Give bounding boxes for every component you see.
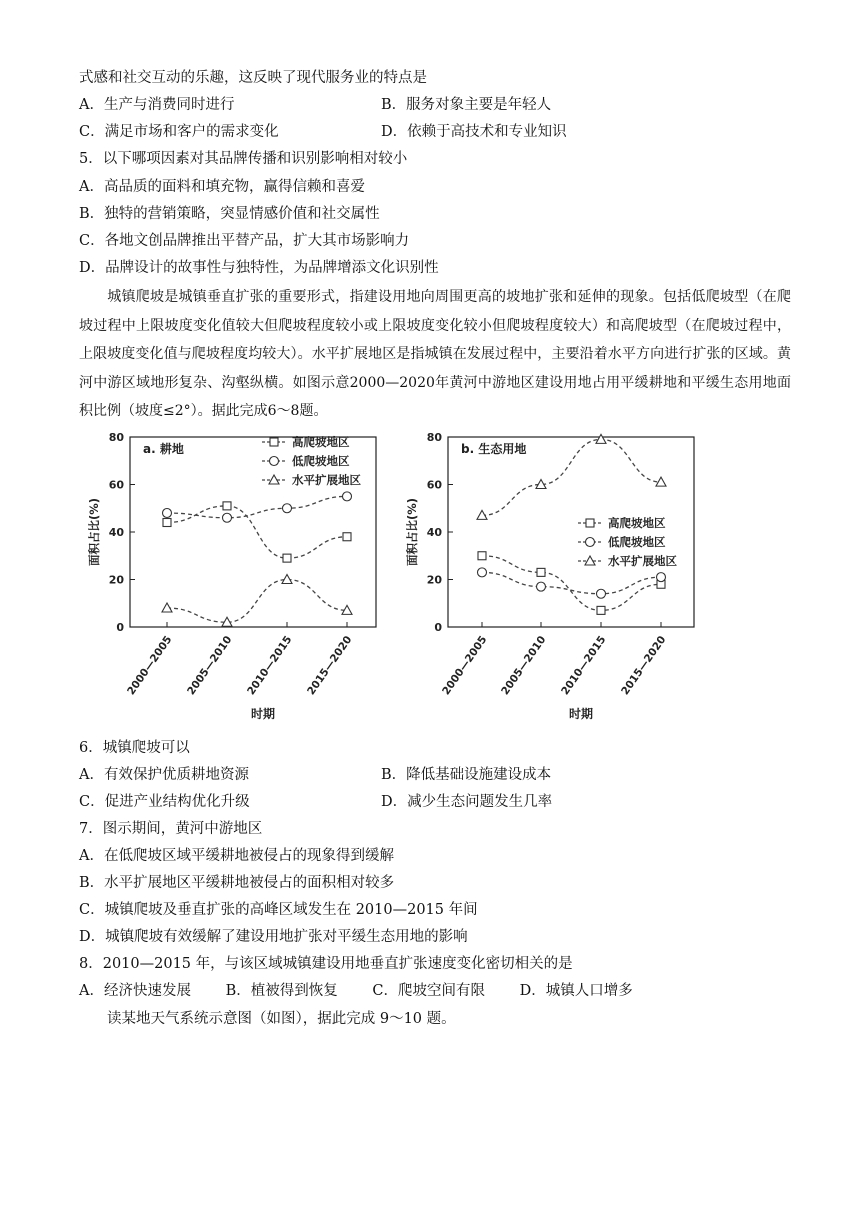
- y-tick-label: 60: [426, 478, 442, 492]
- legend-label: 水平扩展地区: [292, 473, 361, 487]
- q8-stem: 8．2010—2015 年，与该区域城镇建设用地垂直扩张速度变化密切相关的是: [79, 956, 573, 972]
- y-tick-label: 20: [108, 573, 124, 587]
- y-tick-label: 0: [434, 621, 442, 634]
- x-tick-label: 2000—2005: [440, 633, 490, 698]
- q4-option-a: A．生产与消费同时进行: [79, 97, 235, 113]
- legend-label: 低爬坡地区: [608, 535, 666, 549]
- passage: [79, 283, 791, 426]
- series-line-circle: [167, 496, 347, 517]
- legend-marker-circle: [586, 538, 595, 547]
- legend-label: 水平扩展地区: [608, 554, 677, 568]
- legend-label: 高爬坡地区: [608, 516, 666, 530]
- q7-option-d: D．城镇爬坡有效缓解了建设用地扩张对平缓生态用地的影响: [79, 929, 468, 945]
- chart-panel-1: [87, 431, 376, 721]
- q5-option-b: B．独特的营销策略，突显情感价值和社交属性: [79, 206, 380, 222]
- q4-option-b: B．服务对象主要是年轻人: [381, 97, 552, 113]
- intro-line: 式感和社交互动的乐趣，这反映了现代服务业的特点是: [79, 70, 427, 86]
- data-point-circle: [597, 589, 606, 598]
- q7-option-b: B．水平扩展地区平缓耕地被侵占的面积相对较多: [79, 875, 395, 891]
- passage-text: 城镇爬坡是城镇垂直扩张的重要形式，指建设用地向周围更高的坡地扩张和延伸的现象。包括低爬坡型（在爬坡过程中上限坡度变化值较大但爬坡程度较小或上限坡度变化较小但爬坡程度较大）和高爬坡型（在爬坡过程中，上限坡度变化值与爬坡程度均较大）。水平扩展地区是指城镇在发展过程中，主要沿着水平方向进行扩张的区域。黄河中游区域地形复杂、沟壑纵横。如图示意2000—2020年黄河中游地区建设用地占用平缓耕地和平缓生态用地面积比例（坡度≤2°）。据此完成6～8题。: [79, 289, 791, 419]
- x-tick-label: 2010—2015: [245, 633, 295, 698]
- q7-option-c: C．城镇爬坡及垂直扩张的高峰区域发生在 2010—2015 年间: [79, 902, 478, 918]
- x-tick-label: 2010—2015: [559, 633, 609, 698]
- q6-option-b: B．降低基础设施建设成本: [381, 767, 552, 783]
- q8-option-a: A．经济快速发展: [79, 983, 191, 999]
- data-point-circle: [657, 573, 666, 582]
- figure-charts: [0, 425, 860, 730]
- q5-stem: 5．以下哪项因素对其品牌传播和识别影响相对较小: [79, 151, 408, 167]
- y-axis-title: 面积占比(%): [405, 497, 419, 567]
- q6-option-c: C．促进产业结构优化升级: [79, 794, 250, 810]
- q8-option-b: B．植被得到恢复: [225, 983, 338, 999]
- x-tick-label: 2015—2020: [305, 633, 355, 698]
- q5-option-c: C．各地文创品牌推出平替产品，扩大其市场影响力: [79, 233, 410, 249]
- closing-line: 读某地天气系统示意图（如图），据此完成 9～10 题。: [107, 1011, 456, 1027]
- data-point-square: [163, 519, 171, 527]
- chart-panel-2: [405, 431, 694, 721]
- data-point-circle: [283, 504, 292, 513]
- chart-title: b. 生态用地: [461, 442, 527, 456]
- data-point-square: [343, 533, 351, 541]
- q5-option-d: D．品牌设计的故事性与独特性，为品牌增添文化识别性: [79, 260, 439, 276]
- data-point-square: [283, 554, 291, 562]
- q7-stem: 7．图示期间，黄河中游地区: [79, 821, 263, 837]
- x-axis-title: 时期: [250, 707, 276, 721]
- q7-option-a: A．在低爬坡区域平缓耕地被侵占的现象得到缓解: [79, 848, 394, 864]
- y-tick-label: 80: [426, 431, 442, 444]
- q8-options: [79, 981, 663, 1001]
- q8-option-c: C．爬坡空间有限: [372, 983, 485, 999]
- legend-marker-square: [270, 438, 278, 446]
- plot-frame: [448, 437, 694, 627]
- legend-label: 高爬坡地区: [292, 435, 350, 449]
- y-axis-title: 面积占比(%): [87, 497, 101, 567]
- x-axis-title: 时期: [568, 707, 594, 721]
- q6-option-d: D．减少生态问题发生几率: [381, 794, 553, 810]
- data-point-square: [478, 552, 486, 560]
- x-tick-label: 2000—2005: [125, 633, 175, 698]
- data-point-circle: [537, 582, 546, 591]
- q6-stem: 6．城镇爬坡可以: [79, 740, 190, 756]
- y-tick-label: 40: [108, 526, 124, 539]
- data-point-triangle: [596, 434, 606, 443]
- y-tick-label: 20: [426, 573, 442, 587]
- q4-option-d: D．依赖于高技术和专业知识: [381, 124, 567, 140]
- x-tick-label: 2005—2010: [499, 633, 549, 698]
- data-point-circle: [163, 509, 172, 518]
- series-line-triangle: [167, 580, 347, 623]
- legend-label: 低爬坡地区: [292, 454, 350, 468]
- y-tick-label: 80: [108, 431, 124, 444]
- chart-title: a. 耕地: [143, 442, 184, 456]
- data-point-square: [537, 568, 545, 576]
- q5-option-a: A．高品质的面料和填充物，赢得信赖和喜爱: [79, 179, 365, 195]
- legend-marker-square: [586, 519, 594, 527]
- x-tick-label: 2015—2020: [619, 633, 669, 698]
- y-tick-label: 40: [426, 526, 442, 539]
- q8-option-d: D．城镇人口增多: [519, 983, 633, 999]
- data-point-circle: [343, 492, 352, 501]
- data-point-triangle: [656, 477, 666, 486]
- data-point-square: [597, 606, 605, 614]
- data-point-circle: [478, 568, 487, 577]
- q6-option-a: A．有效保护优质耕地资源: [79, 767, 249, 783]
- series-line-square: [167, 506, 347, 558]
- q4-option-c: C．满足市场和客户的需求变化: [79, 124, 279, 140]
- x-tick-label: 2005—2010: [185, 633, 235, 698]
- y-tick-label: 60: [108, 478, 124, 492]
- y-tick-label: 0: [116, 621, 124, 634]
- data-point-square: [223, 502, 231, 510]
- legend-marker-circle: [270, 457, 279, 466]
- data-point-circle: [223, 513, 232, 522]
- series-line-circle: [482, 572, 661, 593]
